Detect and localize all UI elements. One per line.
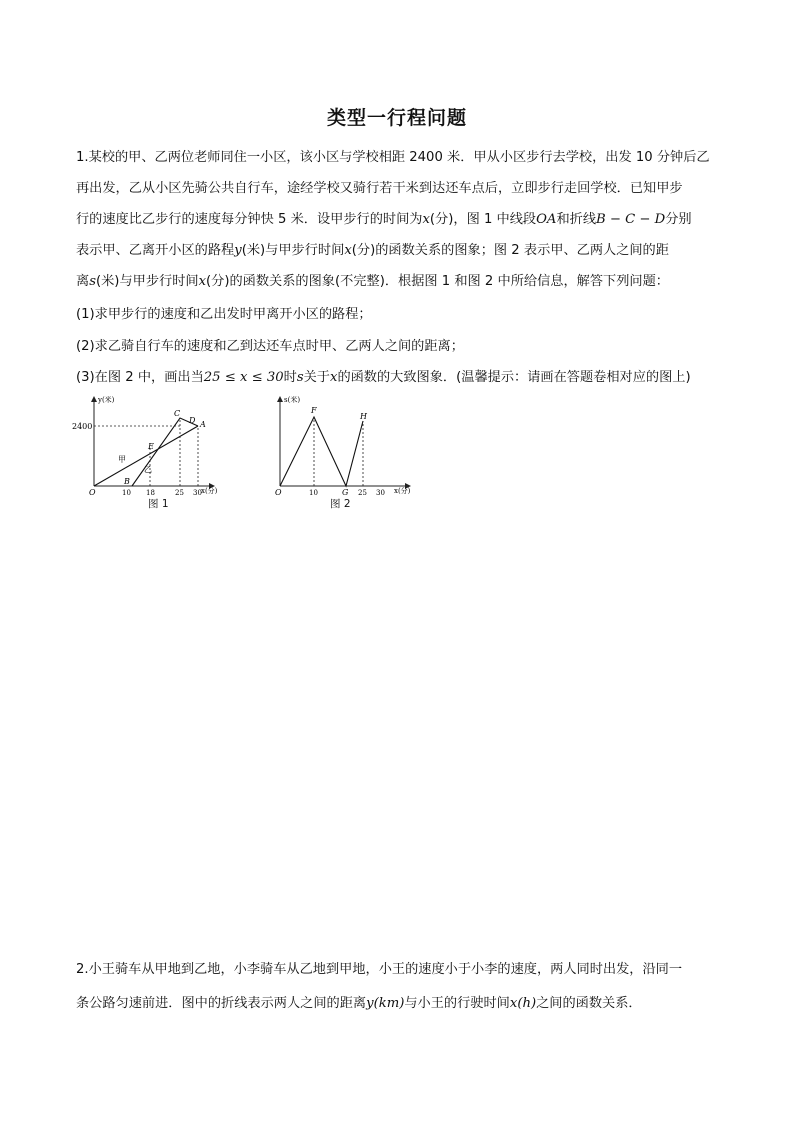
text: (米)与甲步行时间 xyxy=(241,243,345,258)
q2-line-2 xyxy=(76,992,642,1011)
math-bcd: B − C − D xyxy=(596,212,666,227)
q1-line-5 xyxy=(76,270,669,289)
text: 条公路匀速前进．图中的折线表示两人之间的距离 xyxy=(76,996,367,1011)
text: 的函数的大致图象．(温馨提示：请画在答题卷相对应的图上) xyxy=(337,370,691,385)
q1-part-2: (2)求乙骑自行车的速度和乙到达还车点时甲、乙两人之间的距离； xyxy=(76,339,464,354)
text: 表示甲、乙离开小区的路程 xyxy=(76,243,235,258)
math-x: x xyxy=(198,274,207,289)
point-d: D xyxy=(189,416,196,425)
text: (米)与甲步行时间 xyxy=(95,274,199,289)
figure-2-caption: 图 2 xyxy=(330,498,351,510)
text: 离 xyxy=(76,274,90,289)
label-yi: 乙 xyxy=(144,465,152,474)
q2-line-1: 2.小王骑车从甲地到乙地，小李骑车从乙地到甲地，小王的速度小于小李的速度，两人同时出发，沿同一 xyxy=(76,962,683,977)
math-x: x xyxy=(330,370,338,385)
text: 之间的函数关系． xyxy=(536,996,642,1011)
math-y: y xyxy=(366,996,374,1011)
text: (分)的函数关系的图象；图 2 表示甲、乙两人之间的距 xyxy=(351,243,669,258)
polyline-bcd xyxy=(132,418,198,486)
text: 和折线 xyxy=(556,212,597,227)
figure-1-caption: 图 1 xyxy=(148,498,169,510)
x-axis-label: x(分) xyxy=(201,487,218,495)
math-h: (h) xyxy=(517,996,537,1011)
y-axis-label: y(米) xyxy=(98,396,115,404)
y-axis-label: s(米) xyxy=(284,396,301,404)
math-s: s xyxy=(89,274,96,289)
text: 时 xyxy=(283,370,297,385)
q1-part-1: (1)求甲步行的速度和乙出发时甲离开小区的路程； xyxy=(76,307,372,322)
math-range: 25 ≤ x ≤ 30 xyxy=(203,370,284,385)
math-y: y xyxy=(234,243,242,258)
point-g: G xyxy=(342,488,349,497)
math-x: x xyxy=(422,212,430,227)
q1-line-2: 再出发，乙从小区先骑公共自行车，途经学校又骑行若干米到达还车点后，立即步行走回学校．已知甲步 xyxy=(76,181,683,196)
x-tick-18: 18 xyxy=(146,489,155,497)
origin-label: O xyxy=(275,488,282,497)
math-x: x xyxy=(509,996,518,1011)
text: 分别 xyxy=(665,212,692,227)
figure-2 xyxy=(266,392,416,496)
figure-1 xyxy=(72,392,220,497)
point-b: B xyxy=(124,477,130,486)
point-e: E xyxy=(148,442,154,451)
math-km: (km) xyxy=(373,996,405,1011)
q1-line-3 xyxy=(76,208,692,227)
text: (3)在图 2 中，画出当 xyxy=(76,370,204,385)
origin-label: O xyxy=(89,488,96,497)
label-jia: 甲 xyxy=(118,455,126,464)
text: (分)的函数关系的图象(不完整)．根据图 1 和图 2 中所给信息，解答下列问题： xyxy=(206,274,669,289)
x-axis-label: x(分) xyxy=(394,487,411,495)
page-title: 类型一行程问题 xyxy=(326,107,467,129)
math-oa: OA xyxy=(536,212,557,227)
q1-line-4 xyxy=(76,239,669,258)
math-s: s xyxy=(296,370,304,385)
x-tick-25: 25 xyxy=(175,489,184,497)
x-tick-10: 10 xyxy=(122,489,131,497)
math-x: x xyxy=(344,243,352,258)
text: 与小王的行驶时间 xyxy=(404,996,510,1011)
point-c: C xyxy=(174,409,181,418)
q1-part-3 xyxy=(76,366,691,385)
text: 关于 xyxy=(303,370,330,385)
x-tick-10: 10 xyxy=(309,489,318,497)
x-tick-30: 30 xyxy=(376,489,385,497)
point-h: H xyxy=(360,412,367,421)
text: (分)，图 1 中线段 xyxy=(429,212,537,227)
x-tick-25: 25 xyxy=(358,489,367,497)
q1-line-1: 1.某校的甲、乙两位老师同住一小区，该小区与学校相距 2400 米．甲从小区步行去学校，出发 10 分钟后乙 xyxy=(76,150,710,165)
point-f: F xyxy=(311,406,317,415)
segment-oa xyxy=(94,426,198,486)
x-tick-30: 30 xyxy=(193,489,202,497)
point-a: A xyxy=(200,420,206,429)
y-tick-2400: 2400 xyxy=(72,422,93,431)
text: 行的速度比乙步行的速度每分钟快 5 米．设甲步行的时间为 xyxy=(76,212,423,227)
polyline-ofgh xyxy=(280,417,363,486)
